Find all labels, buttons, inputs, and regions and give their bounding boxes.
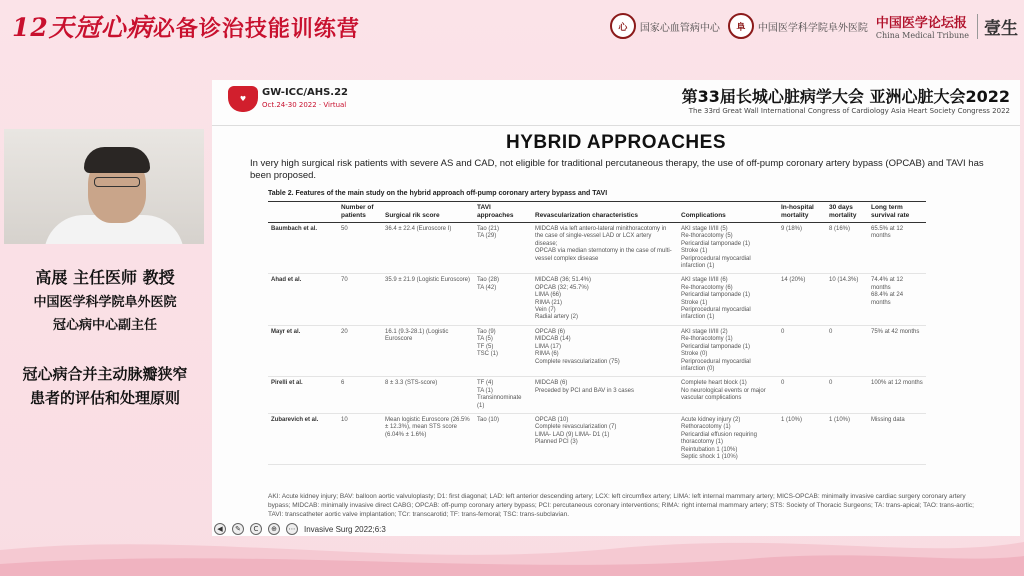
table-row — [268, 413, 926, 464]
table-cell: 65.5% at 12 months — [868, 223, 926, 274]
table-cell: 8 (16%) — [826, 223, 868, 274]
event-title-prefix: 12天 — [12, 13, 75, 42]
table-cell: Mayr et al. — [268, 325, 338, 376]
table-cell: 6 — [338, 377, 382, 414]
table-cell: 9 (18%) — [778, 223, 826, 274]
table-cell: Acute kidney injury (2) Rethoracotomy (1) Pericardial effusion requiring thoracotomy (1) Reintubation 1 (10%) Septic shock 1 (10%) — [678, 413, 778, 464]
table-header-cell: In-hospital mortality — [778, 202, 826, 223]
ncc-seal-icon: 心 — [610, 13, 636, 39]
slide-intro: In very high surgical risk patients with severe AS and CAD, not eligible for traditional percutaneous therapy, the use of off-pump coronary artery bypass (OPCAB) and TAVI has been proposed. — [250, 158, 984, 181]
table-cell: Zubarevich et al. — [268, 413, 338, 464]
speaker-glasses — [94, 177, 140, 187]
zoom-icon[interactable]: ⊕ — [268, 523, 280, 535]
table-cell: 20 — [338, 325, 382, 376]
conf-logo-name: GW-ICC/AHS.22 — [262, 87, 349, 98]
hybrid-studies-table — [268, 201, 926, 465]
table-cell: 0 — [826, 377, 868, 414]
table-cell: Tao (21) TA (29) — [474, 223, 532, 274]
table-row — [268, 274, 926, 325]
table-cell: Ahad et al. — [268, 274, 338, 325]
cmt-label: 中国医学论坛报 — [875, 16, 967, 31]
conference-logo — [228, 86, 348, 112]
decorative-wave — [0, 520, 1024, 576]
conference-logo-text — [262, 87, 348, 111]
speaker-hair — [84, 147, 150, 173]
table-cell: OPCAB (6) MIDCAB (14) LIMA (17) RIMA (6) Complete revascularization (75) — [532, 325, 678, 376]
table-cell: MIDCAB (36; 51.4%) OPCAB (32; 45.7%) LIMA (66) RIMA (21) Vein (7) Radial artery (2) — [532, 274, 678, 325]
table-cell: TF (4) TA (1) Transinnominate (1) — [474, 377, 532, 414]
table-cell: Mean logistic Euroscore (26.5% ± 12.3%), mean STS score (6.04% ± 1.6%) — [382, 413, 474, 464]
table-cell: Baumbach et al. — [268, 223, 338, 274]
table-cell: Complete heart block (1) No neurological events or major vascular complications — [678, 377, 778, 414]
slide-header — [212, 80, 1020, 126]
table-cell: AKI stage II/III (2) Re-thoracotomy (1) Pericardial tamponade (1) Stroke (0) Periprocedural myocardial infarction (0) — [678, 325, 778, 376]
table-cell: 100% at 12 months — [868, 377, 926, 414]
table-cell: AKI stage II/III (6) Re-thoracotomy (6) Pericardial tamponade (1) Stroke (1) Periprocedural myocardial infarction (1) — [678, 274, 778, 325]
conference-en: The 33rd Great Wall International Congress of Cardiology Asia Heart Society Congress 2022 — [688, 107, 1010, 115]
cmt-logo — [876, 12, 969, 40]
table-cell: 16.1 (9.3-28.1) (Logistic Euroscore — [382, 325, 474, 376]
table-cell: 0 — [826, 325, 868, 376]
table-row — [268, 377, 926, 414]
table-cell: Tao (10) — [474, 413, 532, 464]
table-header-cell: 30 days mortality — [826, 202, 868, 223]
speaker-hospital: 中国医学科学院阜外医院 — [33, 295, 177, 310]
back-icon[interactable]: ◀ — [214, 523, 226, 535]
sponsor-logos — [610, 12, 1018, 40]
table-cell: MIDCAB via left antero-lateral minithoracotomy in the case of single-vessel LAD or LCX artery disease; OPCAB via median sternotomy in the case of multi-vessel complex disease — [532, 223, 678, 274]
event-title-rest: 必备诊治技能训练营 — [152, 17, 360, 42]
table-cell: Tao (28) TA (42) — [474, 274, 532, 325]
top-banner — [0, 0, 1024, 58]
table-row — [268, 325, 926, 376]
conf-date: Oct.24-30 2022 · Virtual — [262, 101, 347, 109]
table-cell: OPCAB (10) Complete revascularization (7) LIMA- LAD (9) LIMA- D1 (1) Planned PCI (3) — [532, 413, 678, 464]
conference-name — [682, 84, 1010, 115]
table-cell: 70 — [338, 274, 382, 325]
table-cell: 75% at 42 months — [868, 325, 926, 376]
table-header-cell: TAVI approaches — [474, 202, 532, 223]
yisheng-logo: 壹生 — [977, 14, 1018, 39]
table-cell: 36.4 ± 22.4 (Euroscore I) — [382, 223, 474, 274]
table-header-cell — [268, 202, 338, 223]
speaker-role: 冠心病中心副主任 — [52, 318, 157, 333]
table-caption: Table 2. Features of the main study on the hybrid approach off-pump coronary artery bypass and TAVI — [268, 190, 608, 197]
captions-icon[interactable]: C — [250, 523, 262, 535]
table-cell: 35.9 ± 21.9 (Logistic Euroscore) — [382, 274, 474, 325]
ncc-logo — [610, 13, 720, 39]
speaker-name: 高展 主任医师 教授 — [35, 268, 175, 287]
event-title — [12, 8, 360, 44]
topic-line-2: 患者的评估和处理原则 — [29, 389, 180, 407]
topic-line-1: 冠心病合并主动脉瓣狭窄 — [22, 365, 188, 383]
table-cell: 74.4% at 12 months 68.4% at 24 months — [868, 274, 926, 325]
table-cell: Missing data — [868, 413, 926, 464]
pen-icon[interactable]: ✎ — [232, 523, 244, 535]
table-cell: 0 — [778, 377, 826, 414]
table-header-row — [268, 202, 926, 223]
fuwai-label: 中国医学科学院阜外医院 — [757, 22, 868, 34]
table-header-cell: Number of patients — [338, 202, 382, 223]
table-cell: Tao (9) TA (5) TF (5) TSC (1) — [474, 325, 532, 376]
table-cell: 1 (10%) — [778, 413, 826, 464]
table-header-cell: Long term survival rate — [868, 202, 926, 223]
table-cell: 10 (14.3%) — [826, 274, 868, 325]
table-cell: 50 — [338, 223, 382, 274]
heart-icon: ♥ — [228, 86, 258, 112]
ncc-label: 国家心血管病中心 — [639, 22, 720, 34]
event-title-main: 冠心病 — [74, 13, 153, 42]
table-row — [268, 223, 926, 274]
citation-text: Invasive Surg 2022;6:3 — [304, 524, 386, 534]
fuwai-logo — [728, 13, 868, 39]
table-cell: 0 — [778, 325, 826, 376]
table-header-cell: Revascularization characteristics — [532, 202, 678, 223]
table-cell: 1 (10%) — [826, 413, 868, 464]
table-cell: Pirelli et al. — [268, 377, 338, 414]
table-cell: 10 — [338, 413, 382, 464]
table-header-cell: Complications — [678, 202, 778, 223]
presentation-slide — [212, 80, 1020, 536]
table-cell: AKI stage II/III (5) Re-thoracotomy (5) Pericardial tamponade (1) Stroke (1) Periprocedural myocardial infarction (1) — [678, 223, 778, 274]
table-cell: 8 ± 3.3 (STS-score) — [382, 377, 474, 414]
conference-cn: 第33届长城心脏病学大会 亚洲心脏大会2022 — [681, 87, 1010, 106]
slide-title: HYBRID APPROACHES — [506, 132, 726, 153]
table-header-cell: Surgical rik score — [382, 202, 474, 223]
abbreviations: AKI: Acute kidney injury; BAV: balloon aortic valvuloplasty; D1: first diagonal; LAD: left anterior descending artery; LCX: left circumflex artery; LIMA: left internal mammary artery; MICS-OPCAB: minimally invasive cardiac surgery coronary artery bypass; MIDCAB: minimally invasive direct CABG; OPCAB: off-pump coronary artery bypass; PCI: percutaneous coronary interventions; RIMA: right internal mammary artery; STS: Society of Thoracic Surgeons; TA: trans-apical; TAO: trans-aortic; TAVI: transcatheter aortic valve implantation; TCr: transcarotid; TF: trans-femoral; TSC: trans-subclavian. — [268, 493, 974, 518]
cmt-sub: China Medical Tribune — [875, 31, 969, 40]
fuwai-seal-icon: 阜 — [728, 13, 754, 39]
speaker-video — [4, 129, 204, 244]
table-cell: 14 (20%) — [778, 274, 826, 325]
table-cell: MIDCAB (6) Preceded by PCI and BAV in 3 cases — [532, 377, 678, 414]
more-icon[interactable]: ⋯ — [286, 523, 298, 535]
